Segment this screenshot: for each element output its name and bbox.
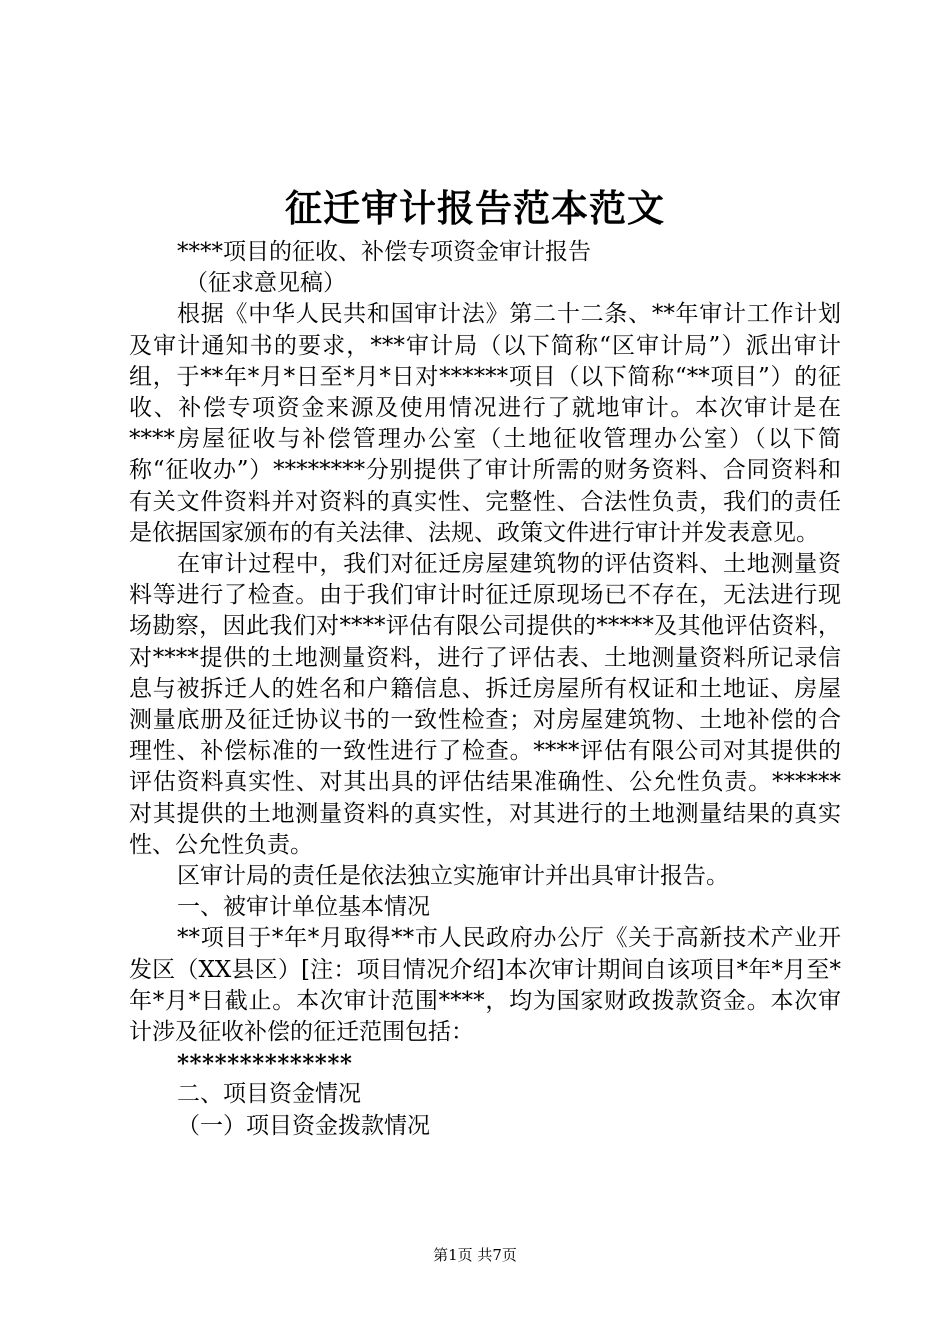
document-body	[129, 237, 841, 1142]
report-subtitle: ****项目的征收、补偿专项资金审计报告	[177, 239, 591, 265]
section-heading-1: 一、被审计单位基本情况	[177, 894, 430, 921]
redacted-scope: **************	[177, 1050, 353, 1078]
paragraph-responsibility: 区审计局的责任是依法独立实施审计并出具审计报告。	[177, 863, 729, 890]
page-footer: 第1页 共7页	[433, 1246, 517, 1264]
paragraph-intro: 根据《中华人民共和国审计法》第二十二条、**年审计工作计划及审计通知书的要求，***审计局（以下简称“区审计局”）派出审计组，于**年*月*日至*月*日对******项目（以下简称“**项目”）的征收、补偿专项资金来源及使用情况进行了就地审计。本次审计是在****房屋征收与补偿管理办公室（土地征收管理办公室）（以下简称“征收办”）********分别提供了审计所需的财务资料、合同资料和有关文件资料并对资料的真实性、完整性、合法性负责，我们的责任是依据国家颁布的有关法律、法规、政策文件进行审计并发表意见。	[129, 301, 841, 546]
paragraph-audit-process: 在审计过程中，我们对征迁房屋建筑物的评估资料、土地测量资料等进行了检查。由于我们审计时征迁原现场已不存在，无法进行现场勘察，因此我们对****评估有限公司提供的*****及其他评估资料，对****提供的土地测量资料，进行了评估表、土地测量资料所记录信息与被拆迁人的姓名和户籍信息、拆迁房屋所有权证和土地证、房屋测量底册及征迁协议书的一致性检查；对房屋建筑物、土地补偿的合理性、补偿标准的一致性进行了检查。****评估有限公司对其提供的评估资料真实性、对其出具的评估结果准确性、公允性负责。******对其提供的土地测量资料的真实性，对其进行的土地测量结果的真实性、公允性负责。	[129, 551, 841, 858]
document-title: 征迁审计报告范本范文	[285, 187, 665, 230]
section-heading-2: 二、项目资金情况	[177, 1081, 361, 1108]
subsection-heading-1: （一）项目资金拨款情况	[177, 1112, 430, 1139]
draft-note: （征求意见稿）	[185, 270, 346, 297]
paragraph-project-info: **项目于*年*月取得**市人民政府办公厅《关于高新技术产业开发区（XX县区）[注：项目情况介绍]本次审计期间自该项目*年*月至*年*月*日截止。本次审计范围****，均为国家财政拨款资金。本次审计涉及征收补偿的征迁范围包括：	[129, 925, 841, 1046]
